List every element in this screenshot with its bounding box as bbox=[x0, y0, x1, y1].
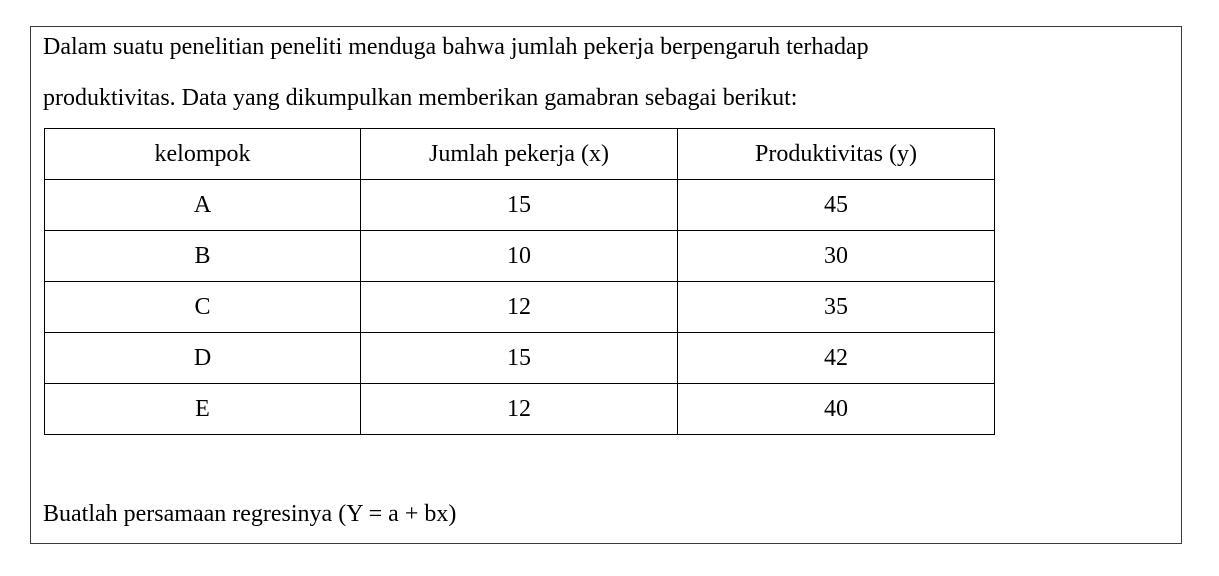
cell-produktivitas: 40 bbox=[678, 384, 995, 435]
cell-kelompok: E bbox=[45, 384, 361, 435]
table-row bbox=[45, 282, 995, 333]
cell-jumlah-pekerja: 15 bbox=[361, 180, 678, 231]
header-kelompok: kelompok bbox=[45, 129, 361, 180]
cell-jumlah-pekerja: 12 bbox=[361, 384, 678, 435]
table-row bbox=[45, 333, 995, 384]
cell-jumlah-pekerja: 10 bbox=[361, 231, 678, 282]
table-row bbox=[45, 384, 995, 435]
cell-produktivitas: 42 bbox=[678, 333, 995, 384]
cell-kelompok: A bbox=[45, 180, 361, 231]
header-jumlah-pekerja: Jumlah pekerja (x) bbox=[361, 129, 678, 180]
cell-jumlah-pekerja: 15 bbox=[361, 333, 678, 384]
table-row bbox=[45, 180, 995, 231]
question-text: Buatlah persamaan regresinya (Y = a + bx) bbox=[43, 501, 457, 527]
cell-kelompok: B bbox=[45, 231, 361, 282]
header-produktivitas: Produktivitas (y) bbox=[678, 129, 995, 180]
intro-text-line-1: Dalam suatu penelitian peneliti menduga bahwa jumlah pekerja berpengaruh terhadap bbox=[43, 34, 869, 60]
cell-produktivitas: 35 bbox=[678, 282, 995, 333]
cell-kelompok: C bbox=[45, 282, 361, 333]
table-row bbox=[45, 231, 995, 282]
cell-jumlah-pekerja: 12 bbox=[361, 282, 678, 333]
cell-produktivitas: 45 bbox=[678, 180, 995, 231]
intro-text-line-2: produktivitas. Data yang dikumpulkan memberikan gamabran sebagai berikut: bbox=[43, 85, 798, 111]
data-table bbox=[44, 128, 995, 435]
cell-produktivitas: 30 bbox=[678, 231, 995, 282]
table-header-row bbox=[45, 129, 995, 180]
cell-kelompok: D bbox=[45, 333, 361, 384]
